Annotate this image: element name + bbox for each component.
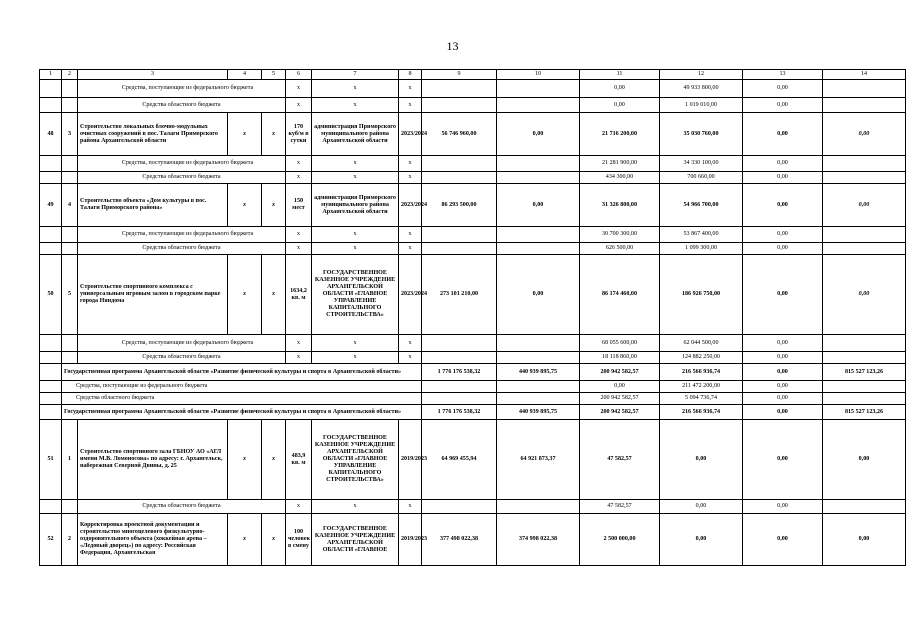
table-cell: х xyxy=(262,184,286,227)
table-cell: 21 281 900,00 xyxy=(580,156,660,172)
table-cell: 1634,2 кв. м xyxy=(286,255,312,335)
table-cell: 0,00 xyxy=(743,500,823,514)
table-cell xyxy=(823,393,906,405)
table-cell: 1 019 010,00 xyxy=(660,98,743,113)
table-cell: 30 700 300,00 xyxy=(580,227,660,243)
table-cell xyxy=(62,500,78,514)
table-cell: 0,00 xyxy=(580,80,660,98)
table-cell xyxy=(40,98,62,113)
table-cell xyxy=(823,243,906,255)
table-cell: 170 куб/м в сутки xyxy=(286,113,312,156)
table-cell xyxy=(40,364,62,381)
table-cell: 377 498 022,38 xyxy=(422,514,497,566)
table-cell xyxy=(62,98,78,113)
col-header: 10 xyxy=(497,70,580,80)
table-cell: 815 527 123,26 xyxy=(823,364,906,381)
table-cell: 0,00 xyxy=(743,352,823,364)
table-cell: 52 xyxy=(40,514,62,566)
table-cell: 0,00 xyxy=(743,156,823,172)
table-cell: ГОСУДАРСТВЕННОЕ КАЗЕННОЕ УЧРЕЖДЕНИЕ АРХАНГЕЛЬСКОЙ ОБЛАСТИ «ГЛАВНОЕ УПРАВЛЕНИЕ КАПИТАЛЬНОГО СТРОИТЕЛЬСТВА» xyxy=(312,255,399,335)
table-cell: 0,00 xyxy=(580,98,660,113)
table-cell xyxy=(422,243,497,255)
table-cell xyxy=(497,80,580,98)
table-cell xyxy=(497,393,580,405)
object-name: Строительство спортивного зала ГБНОУ АО «АГЛ имени М.В. Ломоносова» по адресу: г. Архангельск, набережная Северной Двины, д. 25 xyxy=(78,420,228,500)
table-cell xyxy=(823,352,906,364)
table-cell xyxy=(62,80,78,98)
table-cell: 68 055 600,00 xyxy=(580,335,660,352)
table-cell: Средства областного бюджета xyxy=(78,500,286,514)
table-cell: Средства, поступающие из федерального бюджета xyxy=(78,335,286,352)
table-cell: 0,00 xyxy=(743,98,823,113)
table-cell: х xyxy=(228,113,262,156)
table-cell xyxy=(40,172,62,184)
table-row xyxy=(40,514,906,566)
table-cell xyxy=(422,335,497,352)
header-row xyxy=(40,70,906,80)
table-cell xyxy=(422,227,497,243)
table-row xyxy=(40,335,906,352)
table-cell: 273 101 210,00 xyxy=(422,255,497,335)
table-cell xyxy=(422,352,497,364)
table-cell: 0,00 xyxy=(743,172,823,184)
col-header: 1 xyxy=(40,70,62,80)
table-cell: 0,00 xyxy=(743,227,823,243)
table-cell: 700 660,00 xyxy=(660,172,743,184)
table-cell: 200 942 582,57 xyxy=(580,405,660,420)
table-cell xyxy=(40,227,62,243)
table-cell xyxy=(422,381,497,393)
table-cell: 200 942 582,57 xyxy=(580,393,660,405)
table-cell: Средства, поступающие из федерального бюджета xyxy=(62,381,422,393)
table-cell: 1 xyxy=(62,420,78,500)
table-row xyxy=(40,420,906,500)
reg-label: Средства областного бюджета xyxy=(78,98,286,113)
table-cell: 1 776 176 538,32 xyxy=(422,364,497,381)
table-cell: ГОСУДАРСТВЕННОЕ КАЗЕННОЕ УЧРЕЖДЕНИЕ АРХАНГЕЛЬСКОЙ ОБЛАСТИ «ГЛАВНОЕ УПРАВЛЕНИЕ КАПИТАЛЬНОГО СТРОИТЕЛЬСТВА» xyxy=(312,420,399,500)
table-cell: 51 xyxy=(40,420,62,500)
table-cell: 47 582,57 xyxy=(580,420,660,500)
table-cell xyxy=(497,335,580,352)
col-header: 3 xyxy=(78,70,228,80)
table-cell: х xyxy=(399,80,422,98)
table-cell: 2 xyxy=(62,514,78,566)
table-cell: х xyxy=(262,514,286,566)
table-cell: 62 044 500,00 xyxy=(660,335,743,352)
table-cell: х xyxy=(312,500,399,514)
table-row xyxy=(40,352,906,364)
col-header: 14 xyxy=(823,70,906,80)
table-cell xyxy=(823,98,906,113)
table-cell: 56 746 960,00 xyxy=(422,113,497,156)
table-cell xyxy=(40,80,62,98)
table-cell: 48 xyxy=(40,113,62,156)
table-cell: 2019/2023 xyxy=(399,514,422,566)
table-cell: х xyxy=(312,227,399,243)
table-cell xyxy=(823,172,906,184)
table-cell xyxy=(62,335,78,352)
table-cell xyxy=(497,243,580,255)
col-header: 7 xyxy=(312,70,399,80)
table-cell xyxy=(422,500,497,514)
table-row xyxy=(40,227,906,243)
program-row xyxy=(40,405,906,420)
table-cell: х xyxy=(399,156,422,172)
table-cell xyxy=(62,172,78,184)
table-cell: 100 человек в смену xyxy=(286,514,312,566)
table-cell: 0,00 xyxy=(823,420,906,500)
table-cell: Средства областного бюджета xyxy=(62,393,422,405)
table-cell xyxy=(823,227,906,243)
table-cell: 0,00 xyxy=(743,364,823,381)
table-cell: х xyxy=(286,172,312,184)
table-cell: 21 716 200,00 xyxy=(580,113,660,156)
table-cell: 54 966 700,00 xyxy=(660,184,743,227)
object-name: Строительство объекта «Дом культуры в пос. Талаги Приморского района» xyxy=(78,184,228,227)
table-cell: 0,00 xyxy=(823,184,906,227)
table-cell: 5 xyxy=(62,255,78,335)
table-cell: х xyxy=(312,352,399,364)
table-cell: 86 293 500,00 xyxy=(422,184,497,227)
table-cell: 0,00 xyxy=(497,184,580,227)
table-cell: 2 500 000,00 xyxy=(580,514,660,566)
object-name: Корректировка проектной документации и строительство многоцелевого физкультурно-оздоровительного объекта (хоккейная арена – «Ледовый дворец») по адресу: Российская Федерация, Архангельская xyxy=(78,514,228,566)
table-cell: 64 921 873,37 xyxy=(497,420,580,500)
table-row xyxy=(40,381,906,393)
col-header: 5 xyxy=(262,70,286,80)
table-cell xyxy=(40,381,62,393)
table-cell xyxy=(497,381,580,393)
table-cell: х xyxy=(312,98,399,113)
table-row xyxy=(40,393,906,405)
table-cell: 1 776 176 538,32 xyxy=(422,405,497,420)
table-cell: х xyxy=(286,335,312,352)
table-cell: х xyxy=(262,113,286,156)
table-cell xyxy=(497,500,580,514)
table-cell: 35 030 760,00 xyxy=(660,113,743,156)
fed-label: Средства, поступающие из федерального бюджета xyxy=(78,80,286,98)
table-cell: 0,00 xyxy=(743,184,823,227)
table-cell: 0,00 xyxy=(823,255,906,335)
table-cell xyxy=(40,352,62,364)
table-cell: х xyxy=(312,243,399,255)
table-cell: 440 939 895,75 xyxy=(497,405,580,420)
table-cell xyxy=(823,381,906,393)
table-cell: 626 500,00 xyxy=(580,243,660,255)
table-cell: х xyxy=(312,156,399,172)
table-cell: 50 xyxy=(40,255,62,335)
table-cell: 211 472 200,00 xyxy=(660,381,743,393)
table-cell: 5 094 736,74 xyxy=(660,393,743,405)
table-cell: х xyxy=(399,243,422,255)
col-header: 4 xyxy=(228,70,262,80)
table-cell: 64 969 455,94 xyxy=(422,420,497,500)
table-cell: 4 xyxy=(62,184,78,227)
table-cell: 49 xyxy=(40,184,62,227)
table-cell: Средства, поступающие из федерального бюджета xyxy=(78,227,286,243)
table-cell xyxy=(823,500,906,514)
object-name: Строительство спортивного комплекса с универсальным игровым залом в городском парке города Няндома xyxy=(78,255,228,335)
table-cell: 0,00 xyxy=(743,514,823,566)
table-row xyxy=(40,156,906,172)
table-cell xyxy=(62,352,78,364)
table-cell xyxy=(62,243,78,255)
table-cell xyxy=(40,500,62,514)
table-cell: 0,00 xyxy=(660,514,743,566)
table-cell: 0,00 xyxy=(743,243,823,255)
table-row xyxy=(40,113,906,156)
table-cell: 186 926 750,00 xyxy=(660,255,743,335)
table-cell: х xyxy=(399,352,422,364)
table-cell xyxy=(497,156,580,172)
table-cell: 0,00 xyxy=(743,255,823,335)
table-cell xyxy=(40,335,62,352)
table-cell: х xyxy=(399,227,422,243)
table-cell: х xyxy=(228,255,262,335)
page-number: 13 xyxy=(446,39,459,53)
table-cell xyxy=(40,393,62,405)
table-cell: 434 300,00 xyxy=(580,172,660,184)
table-cell: 124 882 250,00 xyxy=(660,352,743,364)
table-cell: х xyxy=(286,500,312,514)
program-title: Государственная программа Архангельской области «Развитие физической культуры и спорта в Архангельской области» xyxy=(62,405,422,420)
col-header: 2 xyxy=(62,70,78,80)
table-cell: х xyxy=(286,227,312,243)
table-cell: Средства областного бюджета xyxy=(78,352,286,364)
table-cell xyxy=(422,80,497,98)
table-row xyxy=(40,500,906,514)
table-row xyxy=(40,184,906,227)
table-cell: 815 527 123,26 xyxy=(823,405,906,420)
table-cell xyxy=(40,156,62,172)
table-cell: х xyxy=(228,420,262,500)
table-cell: х xyxy=(399,335,422,352)
table-cell: х xyxy=(399,172,422,184)
table-cell: х xyxy=(262,255,286,335)
table-cell: 2023/2024 xyxy=(399,113,422,156)
table-cell: 0,00 xyxy=(743,381,823,393)
table-cell: Средства, поступающие из федерального бюджета xyxy=(78,156,286,172)
table-cell: х xyxy=(228,184,262,227)
table-cell xyxy=(40,243,62,255)
table-cell: 0,00 xyxy=(743,405,823,420)
object-name: Строительство локальных блочно-модульных очистных сооружений в пос. Талаги Приморского района Архангельской области xyxy=(78,113,228,156)
table-cell: 3 xyxy=(62,113,78,156)
col-header: 8 xyxy=(399,70,422,80)
table-cell: х xyxy=(399,98,422,113)
budget-table xyxy=(39,69,906,566)
col-header: 9 xyxy=(422,70,497,80)
table-cell: х xyxy=(286,80,312,98)
table-cell: администрация Приморского муниципального района Архангельской области xyxy=(312,113,399,156)
table-cell xyxy=(497,352,580,364)
table-cell: 2019/2023 xyxy=(399,420,422,500)
table-cell: 53 867 400,00 xyxy=(660,227,743,243)
table-cell: х xyxy=(312,80,399,98)
table-cell xyxy=(497,98,580,113)
table-cell: 0,00 xyxy=(497,113,580,156)
table-cell: х xyxy=(399,500,422,514)
table-cell xyxy=(497,227,580,243)
table-cell: 31 326 800,00 xyxy=(580,184,660,227)
table-cell xyxy=(422,393,497,405)
program-row xyxy=(40,364,906,381)
table-cell: 216 566 936,74 xyxy=(660,405,743,420)
table-cell: 47 582,57 xyxy=(580,500,660,514)
table-cell: администрация Приморского муниципального района Архангельской области xyxy=(312,184,399,227)
table-cell: 200 942 582,57 xyxy=(580,364,660,381)
table-cell: х xyxy=(312,172,399,184)
table-cell: 0,00 xyxy=(743,335,823,352)
table-cell: 0,00 xyxy=(497,255,580,335)
table-cell xyxy=(40,405,62,420)
table-row xyxy=(40,98,906,113)
col-header: 6 xyxy=(286,70,312,80)
table-cell xyxy=(497,172,580,184)
table-cell xyxy=(62,156,78,172)
table-cell: 483,9 кв. м xyxy=(286,420,312,500)
table-cell xyxy=(62,227,78,243)
table-cell: 0,00 xyxy=(743,393,823,405)
program-title: Государственная программа Архангельской области «Развитие физической культуры и спорта в Архангельской области» xyxy=(62,364,422,381)
table-cell: 0,00 xyxy=(580,381,660,393)
table-cell: 34 330 100,00 xyxy=(660,156,743,172)
table-cell xyxy=(823,156,906,172)
table-cell xyxy=(422,156,497,172)
table-cell: 0,00 xyxy=(743,420,823,500)
table-row xyxy=(40,243,906,255)
table-row xyxy=(40,255,906,335)
table-cell: 1 099 300,00 xyxy=(660,243,743,255)
table-cell: х xyxy=(286,98,312,113)
table-cell: 2023/2024 xyxy=(399,255,422,335)
table-row xyxy=(40,80,906,98)
table-cell: 18 118 860,00 xyxy=(580,352,660,364)
col-header: 13 xyxy=(743,70,823,80)
table-cell: х xyxy=(286,352,312,364)
table-cell: х xyxy=(286,243,312,255)
table-cell: Средства областного бюджета xyxy=(78,243,286,255)
table-cell: 49 933 800,00 xyxy=(660,80,743,98)
table-cell xyxy=(422,98,497,113)
table-cell: 86 174 460,00 xyxy=(580,255,660,335)
col-header: 11 xyxy=(580,70,660,80)
table-cell xyxy=(823,335,906,352)
table-cell: х xyxy=(262,420,286,500)
table-cell: 440 939 895,75 xyxy=(497,364,580,381)
table-cell xyxy=(823,80,906,98)
table-cell: 216 566 936,74 xyxy=(660,364,743,381)
table-cell: х xyxy=(228,514,262,566)
table-cell: 0,00 xyxy=(660,420,743,500)
table-cell: 374 998 022,38 xyxy=(497,514,580,566)
table-cell: Средства областного бюджета xyxy=(78,172,286,184)
table-cell: 0,00 xyxy=(823,514,906,566)
table-cell: 0,00 xyxy=(743,113,823,156)
table-cell: х xyxy=(312,335,399,352)
col-header: 12 xyxy=(660,70,743,80)
table-row xyxy=(40,172,906,184)
table-cell: 150 мест xyxy=(286,184,312,227)
table-cell xyxy=(422,172,497,184)
table-cell: 0,00 xyxy=(743,80,823,98)
table-cell: х xyxy=(286,156,312,172)
table-cell: ГОСУДАРСТВЕННОЕ КАЗЕННОЕ УЧРЕЖДЕНИЕ АРХАНГЕЛЬСКОЙ ОБЛАСТИ «ГЛАВНОЕ xyxy=(312,514,399,566)
table-cell: 0,00 xyxy=(660,500,743,514)
table-cell: 2023/2024 xyxy=(399,184,422,227)
table-cell: 0,00 xyxy=(823,113,906,156)
